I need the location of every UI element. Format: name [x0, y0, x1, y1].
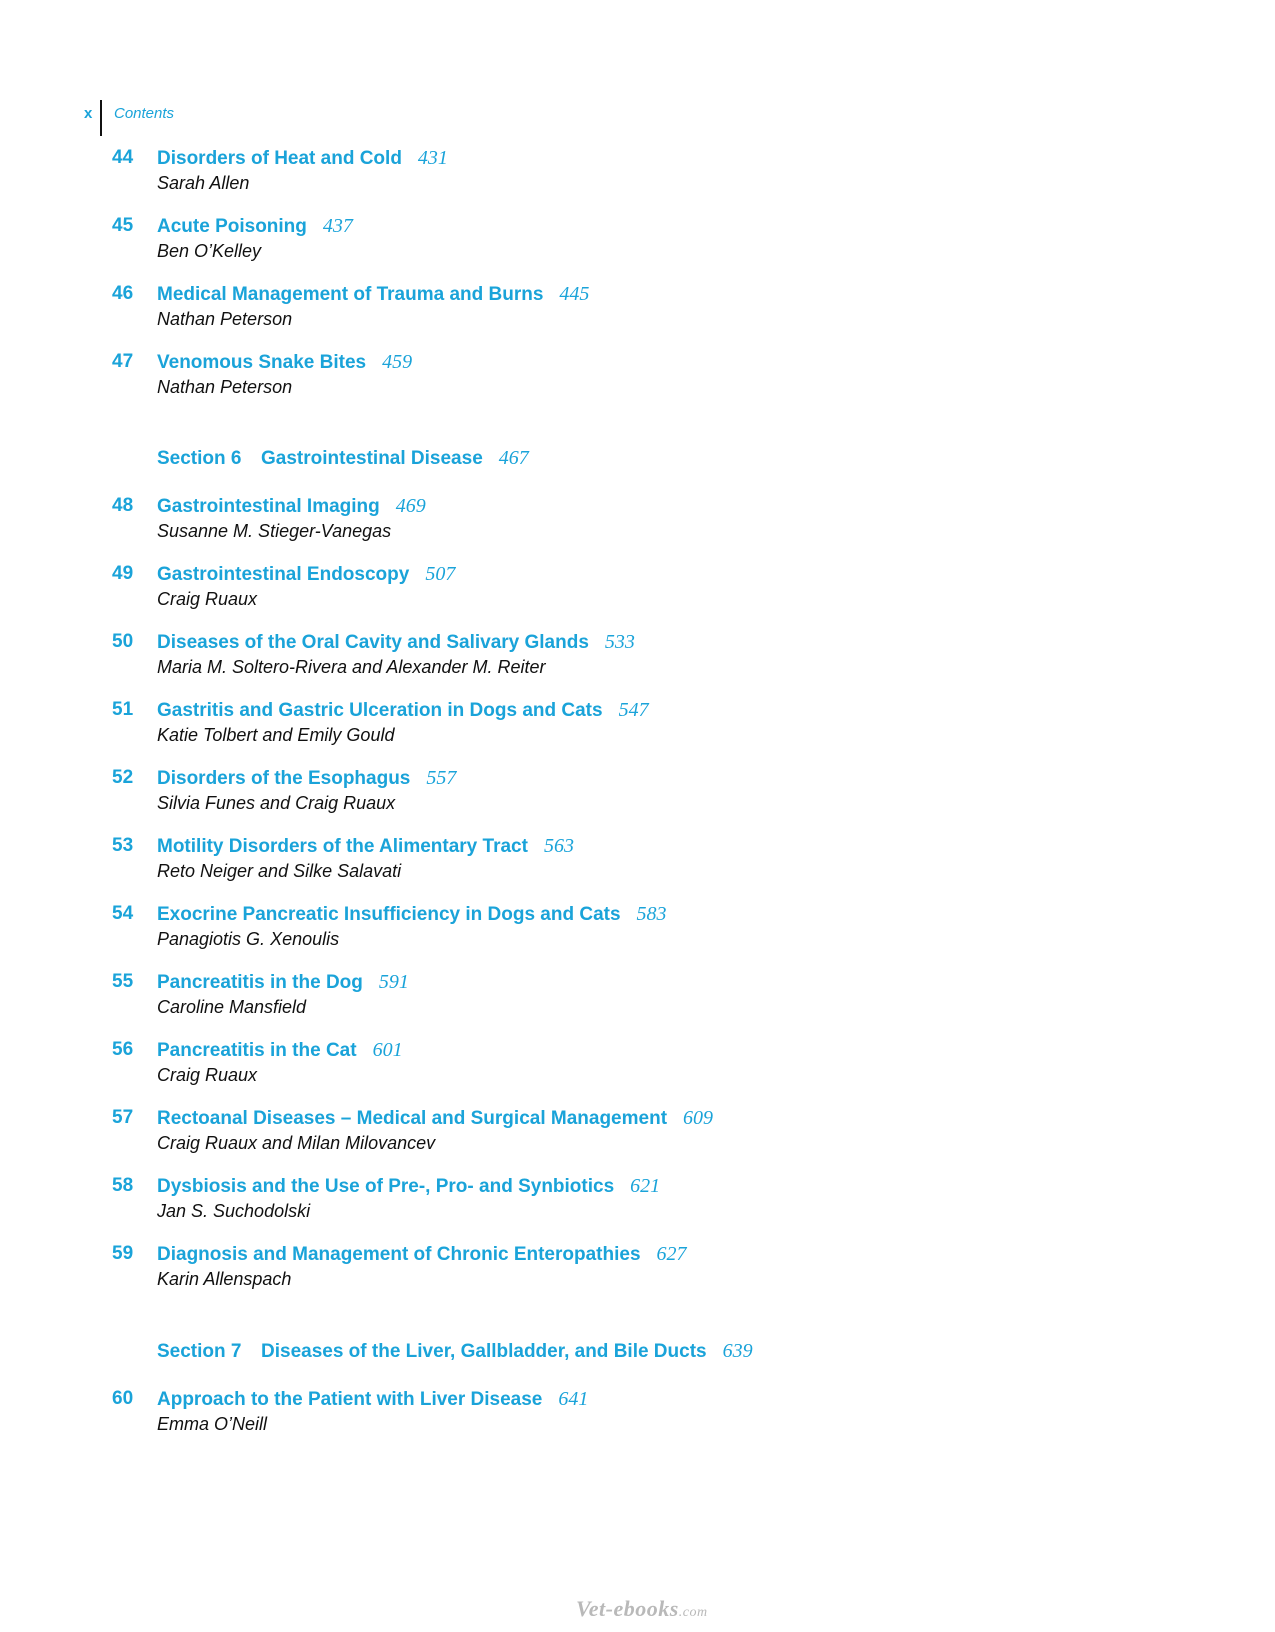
page-number: 469 [395, 495, 426, 517]
page-number: 583 [636, 903, 667, 925]
chapter-number: 59 [112, 1243, 134, 1264]
section-label: Section 7 [157, 1341, 242, 1362]
chapter-authors: Nathan Peterson [157, 377, 293, 397]
chapter-authors: Jan S. Suchodolski [157, 1201, 311, 1221]
page-number: 547 [618, 699, 649, 721]
chapter-title[interactable]: Motility Disorders of the Alimentary Tract [157, 836, 528, 857]
page-number: 507 [425, 563, 456, 585]
chapter-title[interactable]: Gastritis and Gastric Ulceration in Dogs and Cats [157, 700, 603, 721]
chapter-number: 50 [112, 631, 134, 652]
chapter-title[interactable]: Rectoanal Diseases – Medical and Surgical Management [157, 1108, 668, 1129]
chapter-title[interactable]: Diagnosis and Management of Chronic Enteropathies [157, 1244, 641, 1265]
chapter-number: 44 [112, 147, 134, 168]
watermark-suffix: .com [678, 1605, 708, 1620]
chapter-number: 48 [112, 495, 134, 516]
chapter-authors: Nathan Peterson [157, 309, 293, 329]
page-number: 445 [559, 283, 590, 305]
running-head [84, 100, 174, 136]
chapter-number: 46 [112, 283, 134, 304]
chapter-title[interactable]: Medical Management of Trauma and Burns [157, 284, 544, 305]
chapter-number: 51 [112, 699, 134, 720]
chapter-authors: Karin Allenspach [157, 1269, 292, 1289]
chapter-title[interactable]: Gastrointestinal Imaging [157, 496, 380, 517]
page-number: 641 [558, 1388, 589, 1410]
page-number: 459 [382, 351, 413, 373]
section-heading[interactable] [157, 1339, 753, 1365]
chapter-title[interactable]: Dysbiosis and the Use of Pre-, Pro- and Synbiotics [157, 1176, 615, 1197]
chapter-authors: Emma O’Neill [157, 1414, 268, 1434]
section-title[interactable]: Gastrointestinal Disease [261, 448, 483, 469]
chapter-number: 60 [112, 1388, 134, 1409]
chapter-title[interactable]: Venomous Snake Bites [157, 352, 367, 373]
chapter-number: 58 [112, 1175, 134, 1196]
watermark-text: Vet-ebooks [576, 1596, 679, 1621]
chapter-number: 53 [112, 835, 134, 856]
chapter-authors: Caroline Mansfield [157, 997, 307, 1017]
section-title[interactable]: Diseases of the Liver, Gallbladder, and Bile Ducts [261, 1341, 707, 1362]
chapter-authors: Silvia Funes and Craig Ruaux [157, 793, 396, 813]
chapter-authors: Reto Neiger and Silke Salavati [157, 861, 402, 881]
chapter-title[interactable]: Diseases of the Oral Cavity and Salivary Glands [157, 632, 589, 653]
page-number: 467 [498, 447, 529, 469]
chapter-authors: Panagiotis G. Xenoulis [157, 929, 340, 949]
chapter-number: 55 [112, 971, 134, 992]
section-heading[interactable] [157, 446, 529, 472]
chapter-number: 57 [112, 1107, 134, 1128]
chapter-title[interactable]: Acute Poisoning [157, 216, 307, 237]
section-label: Section 6 [157, 448, 242, 469]
chapter-authors: Craig Ruaux [157, 1065, 258, 1085]
chapter-number: 45 [112, 215, 134, 236]
chapter-title[interactable]: Approach to the Patient with Liver Disease [157, 1389, 543, 1410]
page-number: 591 [378, 971, 409, 993]
chapter-authors: Maria M. Soltero-Rivera and Alexander M. Reiter [157, 657, 546, 677]
chapter-authors: Ben O’Kelley [157, 241, 262, 261]
page-number: 533 [604, 631, 635, 653]
chapter-number: 49 [112, 563, 134, 584]
chapter-authors: Susanne M. Stieger-Vanegas [157, 521, 392, 541]
chapter-number: 56 [112, 1039, 134, 1060]
page-number: 437 [322, 215, 353, 237]
watermark-logo [576, 1596, 708, 1622]
page-number: 601 [372, 1039, 403, 1061]
chapter-authors: Craig Ruaux [157, 589, 258, 609]
chapter-title[interactable]: Disorders of Heat and Cold [157, 148, 402, 169]
chapter-authors: Sarah Allen [157, 173, 250, 193]
chapter-number: 52 [112, 767, 134, 788]
page-number: 431 [417, 147, 448, 169]
chapter-title[interactable]: Exocrine Pancreatic Insufficiency in Dogs and Cats [157, 904, 621, 925]
chapter-authors: Craig Ruaux and Milan Milovancev [157, 1133, 436, 1153]
chapter-title[interactable]: Pancreatitis in the Cat [157, 1040, 357, 1061]
chapter-number: 47 [112, 351, 134, 372]
running-title: Contents [114, 105, 175, 122]
page-number: 621 [630, 1175, 661, 1197]
page-folio: x [84, 105, 93, 122]
chapter-title[interactable]: Disorders of the Esophagus [157, 768, 411, 789]
page-number: 609 [683, 1107, 714, 1129]
chapter-title[interactable]: Gastrointestinal Endoscopy [157, 564, 410, 585]
chapter-number: 54 [112, 903, 134, 924]
chapter-authors: Katie Tolbert and Emily Gould [157, 725, 395, 745]
page-number: 627 [656, 1243, 687, 1265]
page-number: 639 [722, 1340, 753, 1362]
page-number: 557 [426, 767, 457, 789]
page-number: 563 [543, 835, 574, 857]
chapter-title[interactable]: Pancreatitis in the Dog [157, 972, 363, 993]
header-divider [100, 100, 102, 136]
